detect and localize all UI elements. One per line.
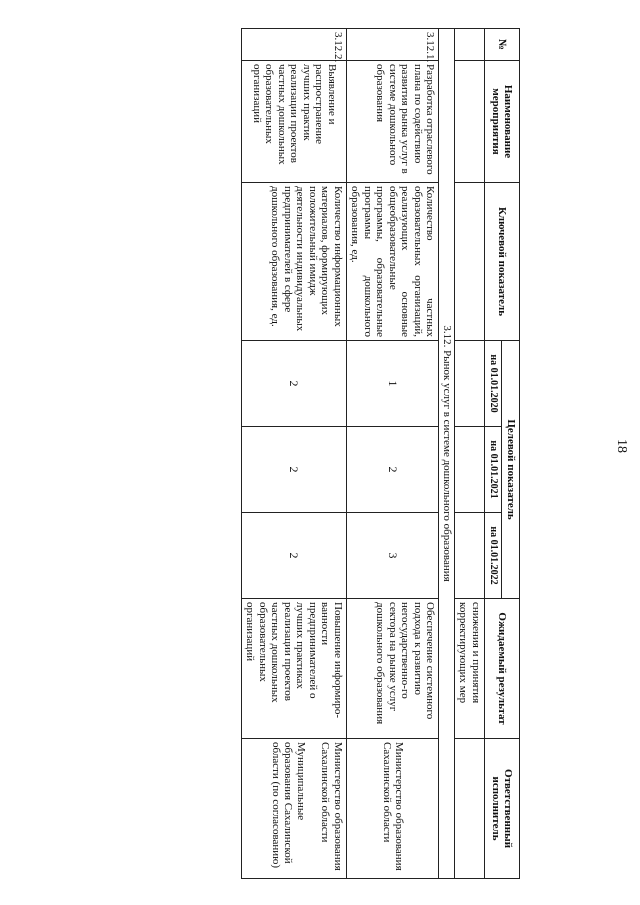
measures-table (241, 28, 520, 879)
carryover-responsible (455, 739, 485, 879)
header-row (502, 29, 520, 879)
row-value-2022: 2 (242, 513, 347, 599)
document-table-rotated (85, 28, 520, 878)
row-measure-name: Выявление и распространение лучших практик реализации проектов частных дошкольных образовательных организаций (242, 61, 347, 183)
section-row (439, 29, 455, 879)
carryover-v2021 (455, 427, 485, 513)
row-key-indicator: Количество информационных материалов, формирующих положительный имидж деятельности индивидуальных предпринимателей в сфере дошкольного образования, ед. (242, 183, 347, 341)
row-num: 3.12.2. (242, 29, 347, 61)
row-key-indicator: Количество частных образовательных организаций, реализующих основные общеобразовательные программы, образовательные программы дошкольного образования, ед. (347, 183, 440, 341)
table-row (347, 29, 440, 879)
section-title: 3.12. Рынок услуг в системе дошкольного образования (439, 29, 455, 879)
carryover-v2020 (455, 341, 485, 427)
col-num-header: № (485, 29, 520, 61)
row-responsible: Министерство образования Сахалинской области (319, 742, 344, 871)
row-responsible: Министерство образования Сахалинской области (347, 739, 440, 879)
carryover-v2022 (455, 513, 485, 599)
carryover-expected: снижения и принятия корректирующих мер (455, 599, 485, 739)
row-expected-result: Повышение информиро-ванности предпринимателей о лучших практиках реализации проектов частных дошкольных образовательных организаций (242, 599, 347, 739)
row-responsible-secondary: Муниципальные образования Сахалинской области (по согласованию) (270, 742, 307, 869)
row-measure-name: Разработка отраслевого плана по содействию развития рынка услуг в системе дошкольного образования (347, 61, 440, 183)
row-value-2020: 2 (242, 341, 347, 427)
table-row (242, 29, 347, 879)
carryover-num (455, 29, 485, 61)
row-value-2021: 2 (242, 427, 347, 513)
row-value-2022: 3 (347, 513, 440, 599)
carryover-key (455, 183, 485, 341)
col-key-indicator-header: Ключевой показатель (485, 183, 520, 341)
carryover-name (455, 61, 485, 183)
page-number: 18 (614, 439, 629, 453)
col-date-2022: на 01.01.2022 (485, 513, 503, 599)
col-target-indicator-header: Целевой показатель (502, 341, 520, 599)
col-date-2021: на 01.01.2021 (485, 427, 503, 513)
row-value-2020: 1 (347, 341, 440, 427)
col-responsible-header: Ответственный исполнитель (485, 739, 520, 879)
col-expected-header: Ожидаемый результат (485, 599, 520, 739)
col-date-2020: на 01.01.2020 (485, 341, 503, 427)
row-responsible-cell (242, 739, 347, 879)
row-expected-result: Обеспечение системного подхода к развитию негосударственно-го сектора на рынке услуг дошкольного образования (347, 599, 440, 739)
carryover-row (455, 29, 485, 879)
row-value-2021: 2 (347, 427, 440, 513)
row-num: 3.12.1. (347, 29, 440, 61)
col-name-header: Наименование мероприятия (485, 61, 520, 183)
